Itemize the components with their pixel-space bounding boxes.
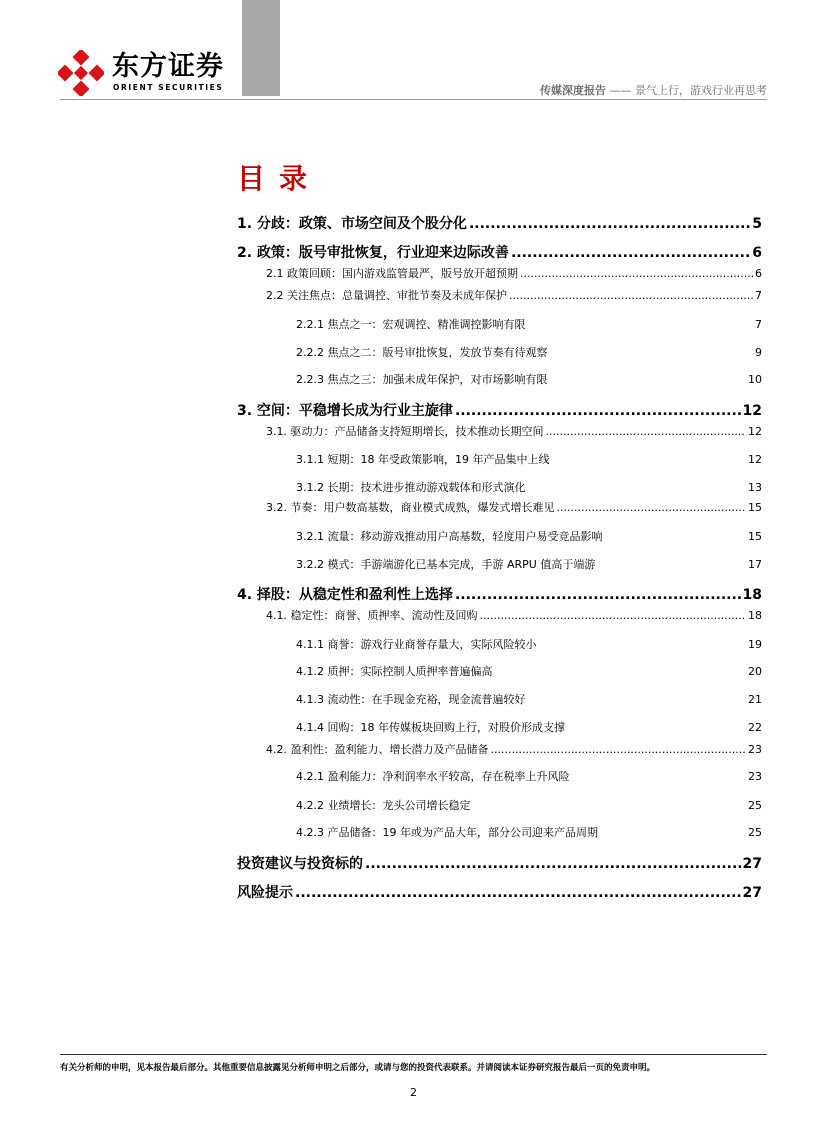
toc-entry-label: 2.2.1 焦点之一：宏观调控、精准调控影响有限 bbox=[296, 318, 526, 331]
toc-dot-leader bbox=[469, 216, 750, 232]
toc-entry-label: 4. 择股：从稳定性和盈利性上选择 bbox=[237, 587, 453, 603]
toc-entry[interactable] bbox=[237, 400, 762, 420]
toc-entry-page: 12 bbox=[742, 403, 762, 419]
toc-entry-page: 12 bbox=[748, 425, 762, 438]
toc-entry-label: 4.2. 盈利性：盈利能力、增长潜力及产品储备 bbox=[266, 743, 489, 756]
toc-entry[interactable] bbox=[237, 213, 762, 233]
toc-entry-label: 4.1. 稳定性：商誉、质押率、流动性及回购 bbox=[266, 609, 478, 622]
toc-entry-label: 4.1.3 流动性：在手现金充裕，现金流普遍较好 bbox=[296, 693, 526, 706]
toc-entry[interactable] bbox=[266, 499, 762, 515]
toc-entry-page: 7 bbox=[755, 318, 762, 331]
toc-entry[interactable] bbox=[296, 528, 762, 544]
toc-entry-label: 3.1. 驱动力：产品储备支持短期增长，技术推动长期空间 bbox=[266, 425, 544, 438]
toc-entry-label: 4.1.1 商誉：游戏行业商誉存量大，实际风险较小 bbox=[296, 638, 537, 651]
toc-entry[interactable] bbox=[296, 719, 762, 735]
toc-entry-page: 20 bbox=[748, 665, 762, 678]
toc-entry-label: 风险提示 bbox=[237, 885, 293, 901]
toc-entry-label: 4.1.2 质押：实际控制人质押率普遍偏高 bbox=[296, 665, 493, 678]
toc-entry[interactable] bbox=[296, 824, 762, 840]
toc-entry-label: 投资建议与投资标的 bbox=[237, 856, 363, 872]
toc-entry-page: 17 bbox=[748, 558, 762, 571]
logo-english-name: ORIENT SECURITIES bbox=[113, 83, 224, 92]
toc-entry-label: 4.1.4 回购：18 年传媒板块回购上行，对股价形成支撑 bbox=[296, 721, 565, 734]
toc-entry[interactable] bbox=[296, 371, 762, 387]
toc-entry-label: 2.1 政策回顾：国内游戏监管最严，版号放开超预期 bbox=[266, 267, 518, 280]
toc-entry-page: 25 bbox=[748, 799, 762, 812]
toc-entry[interactable] bbox=[266, 287, 762, 303]
footer-divider bbox=[60, 1054, 767, 1055]
toc-entry[interactable] bbox=[296, 451, 762, 467]
footer-disclaimer: 有关分析师的申明，见本报告最后部分。其他重要信息披露见分析师申明之后部分，或请与您的投资代表联系。并请阅读本证券研究报告最后一页的免责申明。 bbox=[60, 1063, 656, 1073]
toc-entry[interactable] bbox=[296, 556, 762, 572]
toc-entry-label: 1. 分歧：政策、市场空间及个股分化 bbox=[237, 216, 467, 232]
toc-entry-page: 27 bbox=[742, 856, 762, 872]
toc-entry-page: 13 bbox=[748, 481, 762, 494]
toc-entry[interactable] bbox=[296, 344, 762, 360]
logo-chinese-name: 东方证券 bbox=[112, 51, 224, 82]
toc-entry[interactable] bbox=[296, 316, 762, 332]
toc-entry[interactable] bbox=[296, 691, 762, 707]
toc-entry-label: 3.1.2 长期：技术进步推动游戏载体和形式演化 bbox=[296, 481, 526, 494]
toc-entry[interactable] bbox=[237, 882, 762, 902]
toc-entry-page: 23 bbox=[748, 743, 762, 756]
report-title: 景气上行，游戏行业再思考 bbox=[635, 84, 767, 97]
toc-entry-page: 18 bbox=[748, 609, 762, 622]
header-separator: —— bbox=[606, 84, 635, 97]
toc-entry-label: 2.2.3 焦点之三：加强未成年保护，对市场影响有限 bbox=[296, 373, 548, 386]
toc-entry-label: 3.2.1 流量：移动游戏推动用户高基数，轻度用户易受竞品影响 bbox=[296, 530, 603, 543]
toc-dot-leader bbox=[491, 743, 747, 756]
report-type: 传媒深度报告 bbox=[540, 84, 606, 97]
company-logo bbox=[58, 50, 228, 94]
toc-dot-leader bbox=[455, 587, 741, 603]
toc-entry[interactable] bbox=[296, 663, 762, 679]
toc-dot-leader bbox=[365, 856, 741, 872]
toc-dot-leader bbox=[509, 289, 753, 302]
toc-dot-leader bbox=[480, 609, 747, 622]
toc-entry-page: 5 bbox=[752, 216, 762, 232]
toc-entry-page: 18 bbox=[742, 587, 762, 603]
toc-entry-page: 12 bbox=[748, 453, 762, 466]
toc-entry-page: 19 bbox=[748, 638, 762, 651]
toc-entry[interactable] bbox=[296, 768, 762, 784]
toc-entry-label: 3. 空间：平稳增长成为行业主旋律 bbox=[237, 403, 453, 419]
header-gray-bar bbox=[242, 0, 280, 96]
toc-dot-leader bbox=[557, 501, 747, 514]
toc-entry-label: 4.2.3 产品储备：19 年或为产品大年，部分公司迎来产品周期 bbox=[296, 826, 598, 839]
toc-entry[interactable] bbox=[296, 479, 762, 495]
toc-entry-label: 3.2.2 模式：手游端游化已基本完成，手游 ARPU 值高于端游 bbox=[296, 558, 596, 571]
toc-entry-page: 15 bbox=[748, 501, 762, 514]
toc-entry[interactable] bbox=[266, 607, 762, 623]
toc-entry-page: 6 bbox=[755, 267, 762, 280]
toc-entry-label: 2.2.2 焦点之二：版号审批恢复，发放节奏有待观察 bbox=[296, 346, 548, 359]
toc-entry-page: 22 bbox=[748, 721, 762, 734]
toc-entry-label: 2.2 关注焦点：总量调控、审批节奏及未成年保护 bbox=[266, 289, 507, 302]
toc-entry[interactable] bbox=[296, 636, 762, 652]
toc-entry[interactable] bbox=[266, 423, 762, 439]
toc-entry-page: 6 bbox=[752, 245, 762, 261]
toc-entry-page: 10 bbox=[748, 373, 762, 386]
toc-entry-label: 3.1.1 短期：18 年受政策影响，19 年产品集中上线 bbox=[296, 453, 550, 466]
toc-entry-page: 27 bbox=[742, 885, 762, 901]
page-number: 2 bbox=[410, 1086, 417, 1099]
toc-entry[interactable] bbox=[237, 242, 762, 262]
toc-dot-leader bbox=[520, 267, 753, 280]
toc-entry[interactable] bbox=[296, 797, 762, 813]
header-divider bbox=[60, 99, 767, 100]
toc-entry[interactable] bbox=[237, 853, 762, 873]
toc-entry-page: 15 bbox=[748, 530, 762, 543]
toc-entry-label: 2. 政策：版号审批恢复，行业迎来边际改善 bbox=[237, 245, 509, 261]
toc-title: 目录 bbox=[237, 162, 322, 195]
toc-entry-page: 25 bbox=[748, 826, 762, 839]
toc-entry-page: 23 bbox=[748, 770, 762, 783]
orient-securities-logo-icon bbox=[58, 50, 104, 96]
toc-entry-label: 3.2. 节奏：用户数高基数，商业模式成熟，爆发式增长难见 bbox=[266, 501, 555, 514]
toc-entry[interactable] bbox=[266, 741, 762, 757]
toc-entry[interactable] bbox=[266, 265, 762, 281]
toc-entry-label: 4.2.2 业绩增长：龙头公司增长稳定 bbox=[296, 799, 471, 812]
toc-entry-page: 9 bbox=[755, 346, 762, 359]
toc-dot-leader bbox=[511, 245, 750, 261]
report-header bbox=[540, 82, 767, 98]
toc-dot-leader bbox=[546, 425, 747, 438]
toc-dot-leader bbox=[295, 885, 741, 901]
toc-entry-label: 4.2.1 盈利能力：净利润率水平较高，存在税率上升风险 bbox=[296, 770, 570, 783]
toc-entry-page: 21 bbox=[748, 693, 762, 706]
toc-dot-leader bbox=[455, 403, 741, 419]
toc-entry[interactable] bbox=[237, 584, 762, 604]
toc-entry-page: 7 bbox=[755, 289, 762, 302]
